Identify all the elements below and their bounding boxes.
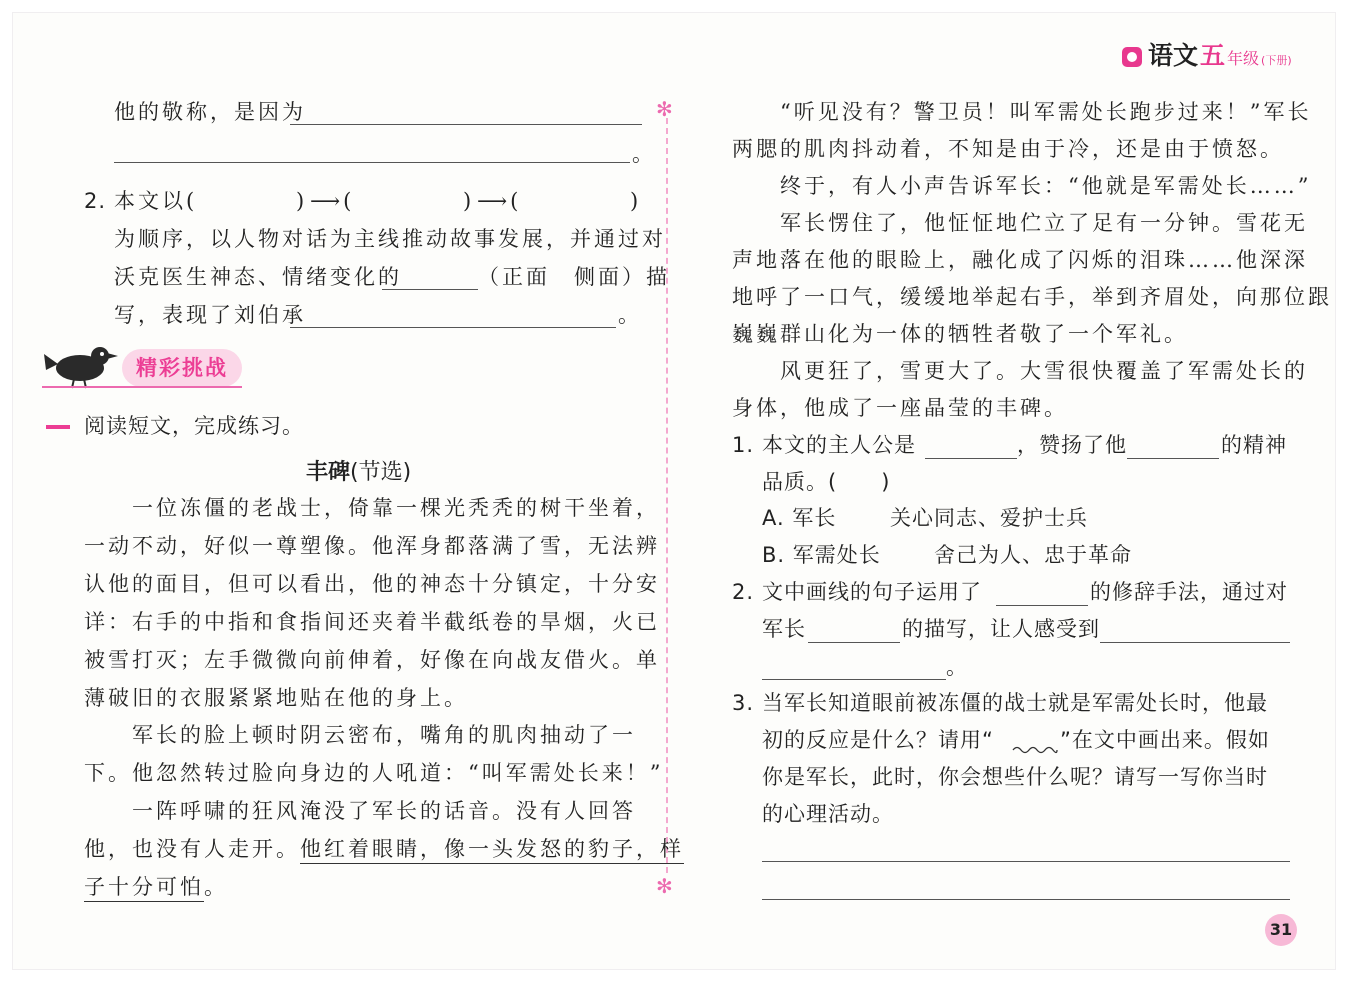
answer-blank[interactable] [1100, 642, 1290, 643]
q2-line3a: 沃克医生神态、情绪变化的 [114, 265, 402, 289]
article-line: 一动不动，好似一尊塑像。他浑身都落满了雪，无法辨 [84, 534, 660, 558]
answer-blank[interactable] [114, 162, 630, 163]
q1-line2: 品质。( ) [762, 470, 891, 494]
answer-line[interactable] [762, 861, 1290, 862]
q2-end-mark: 。 [946, 655, 968, 679]
flower-icon: ✻ [656, 874, 673, 898]
article-line: 声地落在他的眼睑上，融化成了闪烁的泪珠……他深深 [732, 248, 1308, 272]
article-line: 两腮的肌肉抖动着，不知是由于冷，还是由于愤怒。 [732, 137, 1284, 161]
q2-line4a: 写，表现了刘伯承 [114, 303, 306, 327]
paren-close: ) [296, 189, 308, 213]
bird-icon [44, 340, 120, 390]
banner-rule [42, 386, 242, 388]
flower-icon: ✻ [656, 97, 673, 121]
answer-blank[interactable] [382, 289, 478, 290]
article-line [84, 872, 228, 902]
article-line: 军长的脸上顿时阴云密布，嘴角的肌肉抽动了一 [132, 723, 636, 747]
question-number: 2. [732, 580, 755, 604]
underlined-sentence: 子十分可怕 [84, 875, 204, 902]
section-instruction: 阅读短文，完成练习。 [84, 414, 304, 438]
answer-line[interactable] [762, 899, 1290, 900]
q3-line2a: 初的反应是什么？请用“ [762, 728, 994, 752]
article-text: 。 [204, 875, 228, 899]
answer-blank[interactable] [290, 327, 616, 328]
article-line: 被雪打灭；左手微微向前伸着，好像在向战友借火。单 [84, 648, 660, 672]
volume-label: (下册) [1261, 54, 1292, 67]
underlined-sentence: 他红着眼睛，像一头发怒的豹子，样 [300, 837, 684, 864]
wavy-underline-icon [1012, 745, 1058, 755]
article-line: 军长愣住了，他怔怔地伫立了足有一分钟。雪花无 [780, 211, 1308, 235]
q1-text-a: 本文的主人公是 [762, 433, 916, 457]
q1-text-b: ，赞扬了他 [1017, 433, 1127, 457]
question-number: 1. [732, 433, 755, 457]
article-line [84, 834, 684, 864]
q2-line3b: （正面 侧面）描 [478, 265, 670, 289]
article-line: 一阵呼啸的狂风淹没了军长的话音。没有人回答 [132, 799, 636, 823]
article-line: 身体，他成了一座晶莹的丰碑。 [732, 396, 1068, 420]
paren-close: ) [463, 189, 475, 213]
section-marker [46, 425, 70, 429]
answer-blank[interactable] [925, 458, 1017, 459]
center-divider [666, 118, 668, 873]
option-b-text: 舍己为人、忠于革命 [934, 543, 1132, 567]
answer-blank[interactable] [290, 124, 642, 125]
answer-blank[interactable] [1127, 458, 1219, 459]
option-b-label[interactable]: B. 军需处长 [762, 543, 881, 567]
q2-text-b: 的修辞手法，通过对 [1090, 580, 1288, 604]
article-line: 详：右手的中指和食指间还夹着半截纸卷的旱烟，火已 [84, 610, 660, 634]
challenge-badge: 精彩挑战 [122, 349, 242, 387]
question-number: 3. [732, 691, 755, 715]
grade-number: 五 [1200, 41, 1226, 70]
option-a-text: 关心同志、爱护士兵 [890, 506, 1088, 530]
q1-end-mark: 。 [632, 142, 656, 166]
subject-name: 语文 [1148, 41, 1199, 70]
q3-line1: 当军长知道眼前被冻僵的战士就是军需处长时，他最 [762, 691, 1268, 715]
answer-blank[interactable] [996, 605, 1088, 606]
article-line: 认他的面目，但可以看出，他的神态十分镇定，十分安 [84, 572, 660, 596]
article-line: 下。他忽然转过脸向身边的人吼道：“叫军需处长来！” [84, 761, 664, 785]
answer-blank[interactable] [762, 679, 946, 680]
page-number: 31 [1265, 914, 1297, 946]
option-a-label[interactable]: A. 军长 [762, 506, 837, 530]
subject-header [1122, 36, 1292, 72]
q2-line1 [114, 186, 197, 216]
grade-suffix: 年级 [1227, 49, 1260, 68]
q3-line3: 你是军长，此时，你会想些什么呢？请写一写你当时 [762, 765, 1268, 789]
q3-line2b: ”在文中画出来。假如 [1060, 728, 1270, 752]
q2-line2: 为顺序，以人物对话为主线推动故事发展，并通过对 [114, 227, 666, 251]
article-line: 薄破旧的衣服紧紧地贴在他的身上。 [84, 686, 468, 710]
answer-blank[interactable] [808, 642, 900, 643]
article-title-text: 丰碑 [306, 460, 351, 485]
article-text: 他，也没有人走开。 [84, 837, 300, 861]
question-number: 2. [84, 189, 107, 213]
brand-logo-icon [1122, 47, 1142, 67]
q1-continuation: 他的敬称，是因为 [114, 100, 306, 124]
article-line: 巍巍群山化为一体的牺牲者敬了一个军礼。 [732, 322, 1188, 346]
paren-close: ) [630, 189, 642, 213]
q2-text-d: 的描写，让人感受到 [902, 617, 1100, 641]
article-line: 终于，有人小声告诉军长：“他就是军需处长……” [780, 174, 1312, 198]
article-subtitle: (节选) [350, 460, 412, 485]
q2-text: 本文以( [114, 189, 198, 213]
article-title [306, 455, 411, 486]
q3-line4: 的心理活动。 [762, 802, 894, 826]
q2-line4b: 。 [618, 303, 642, 327]
arrow-paren: ⟶( [310, 189, 355, 213]
article-line: “听见没有？警卫员！叫军需处长跑步过来！”军长 [780, 100, 1312, 124]
article-line: 风更狂了，雪更大了。大雪很快覆盖了军需处长的 [780, 359, 1308, 383]
q1-text-c: 的精神 [1221, 433, 1287, 457]
q2-text-a: 文中画线的句子运用了 [762, 580, 982, 604]
q2-text-c: 军长 [762, 617, 806, 641]
arrow-paren: ⟶( [477, 189, 522, 213]
article-line: 一位冻僵的老战士，倚靠一棵光秃秃的树干坐着， [132, 496, 660, 520]
article-line: 地呼了一口气，缓缓地举起右手，举到齐眉处，向那位跟 [732, 285, 1332, 309]
